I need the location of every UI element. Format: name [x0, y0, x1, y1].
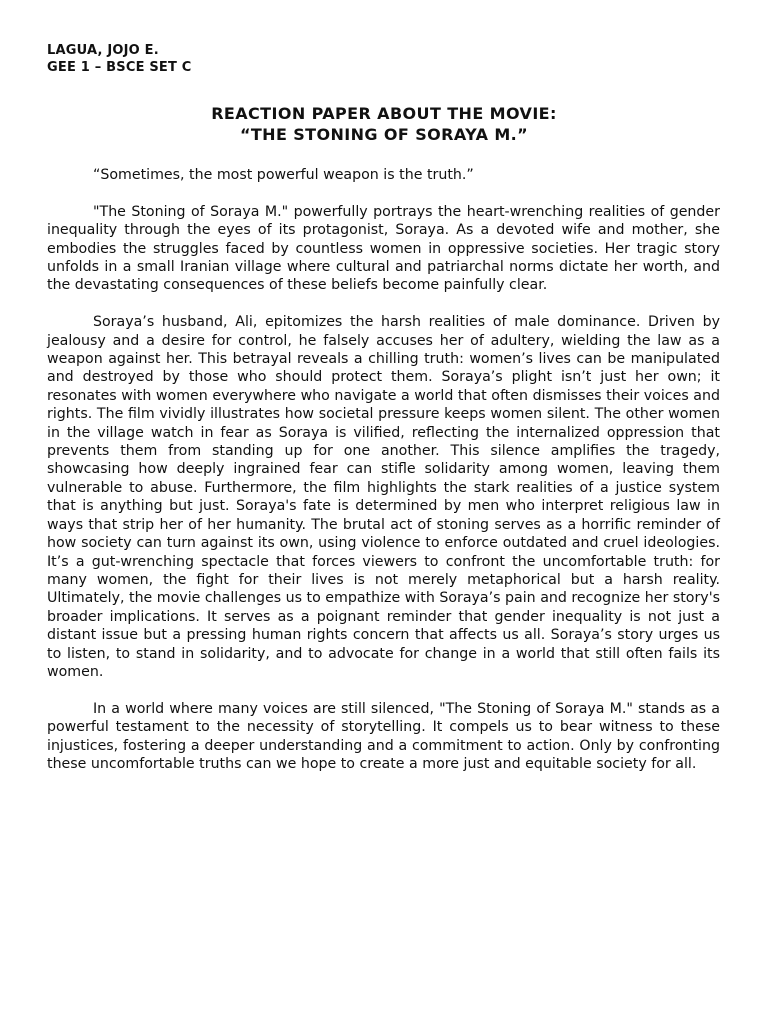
course-section: GEE 1 – BSCE SET C	[47, 60, 192, 75]
document-title	[0, 103, 768, 145]
title-line-2: “THE STONING OF SORAYA M.”	[239, 125, 529, 144]
paragraph-introduction: "The Stoning of Soraya M." powerfully portrays the heart-wrenching realities of gender inequality through the eyes of its protagonist, Soraya. As a devoted wife and mother, she embodies the struggles faced by countless women in oppressive societies. Her tragic story unfolds in a small Iranian village where cultural and patriarchal norms dictate her worth, and the devastating consequences of these beliefs become painfully clear.	[47, 203, 720, 294]
paragraph-analysis: Soraya’s husband, Ali, epitomizes the harsh realities of male dominance. Driven by jealousy and a desire for control, he falsely accuses her of adultery, wielding the law as a weapon against her. This betrayal reveals a chilling truth: women’s lives can be manipulated and destroyed by those who should protect them. Soraya’s plight isn’t just her own; it resonates with women everywhere who navigate a world that often dismisses their voices and rights. The film vividly illustrates how societal pressure keeps women silent. The other women in the village watch in fear as Soraya is vilified, reflecting the internalized oppression that prevents them from standing up for one another. This silence amplifies the tragedy, showcasing how deeply ingrained fear can stifle solidarity among women, leaving them vulnerable to abuse. Furthermore, the film highlights the stark realities of a justice system that is anything but just. Soraya's fate is determined by men who interpret religious law in ways that strip her of her humanity. The brutal act of stoning serves as a horrific reminder of how society can turn against its own, using violence to enforce outdated and cruel ideologies. It’s a gut-wrenching spectacle that forces viewers to confront the uncomfortable truth: for many women, the fight for their lives is not merely metaphorical but a harsh reality. Ultimately, the movie challenges us to empathize with Soraya’s pain and recognize her story's broader implications. It serves as a poignant reminder that gender inequality is not just a distant issue but a pressing human rights concern that affects us all. Soraya’s story urges us to listen, to stand in solidarity, and to advocate for change in a world that still often fails its women.	[47, 314, 720, 680]
opening-quote: “Sometimes, the most powerful weapon is the truth.”	[93, 167, 474, 183]
paragraph-conclusion: In a world where many voices are still silenced, "The Stoning of Soraya M." stands as a powerful testament to the necessity of storytelling. It compels us to bear witness to these injustices, fostering a deeper understanding and a commitment to action. Only by confronting these uncomfortable truths can we hope to create a more just and equitable society for all.	[47, 700, 720, 772]
title-line-1: REACTION PAPER ABOUT THE MOVIE:	[211, 104, 557, 123]
body-text	[47, 166, 720, 792]
author-name: LAGUA, JOJO E.	[47, 43, 159, 58]
author-header	[47, 42, 447, 76]
